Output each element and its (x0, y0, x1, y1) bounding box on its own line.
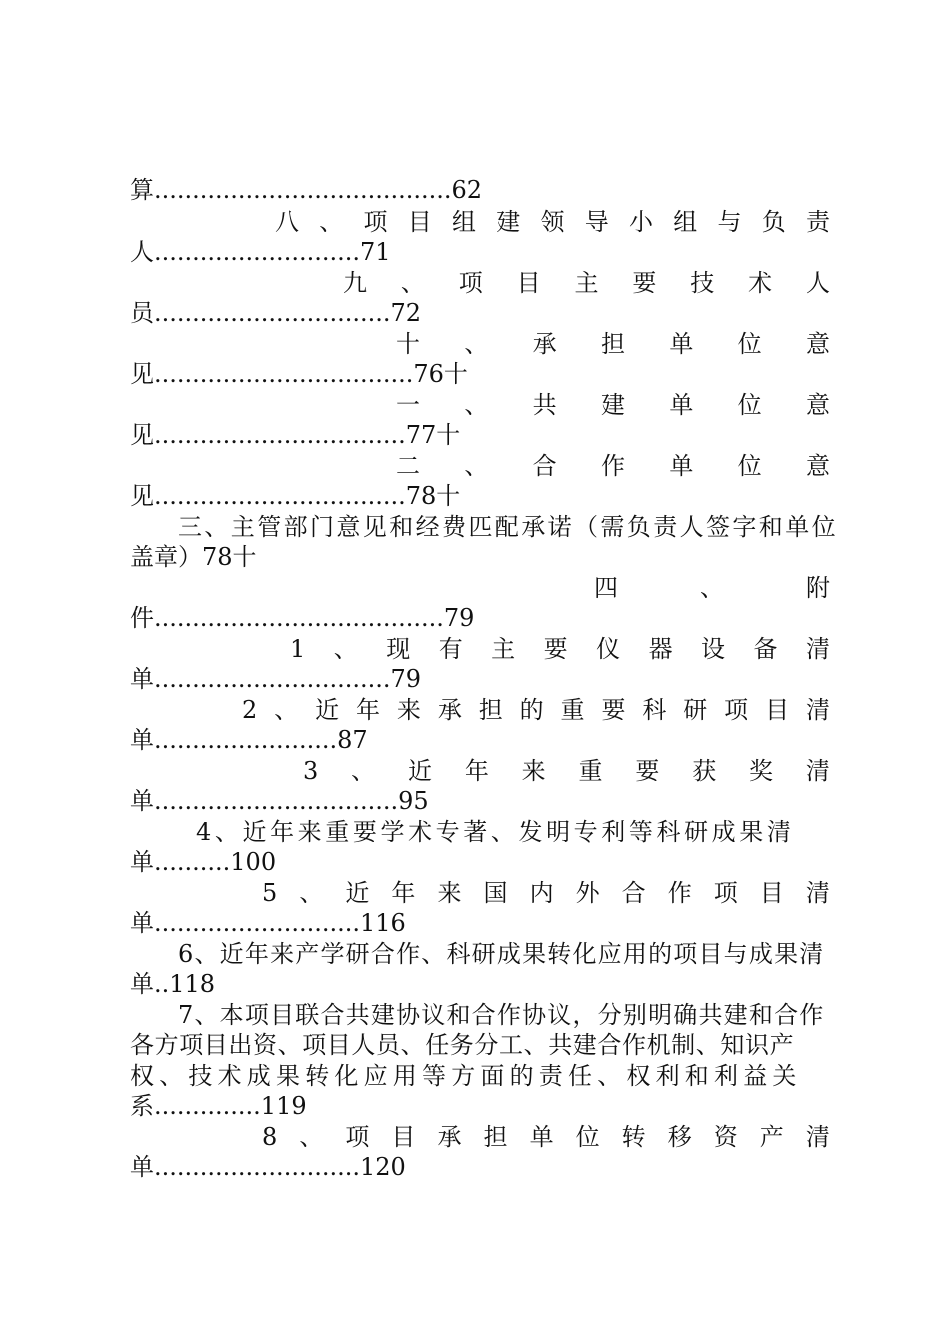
toc-char: 、 (700, 574, 724, 602)
toc-line: 4、近年来重要学术专著、发明专利等科研成果清 (196, 818, 795, 846)
toc-char: 术 (748, 269, 773, 297)
toc-char: 移 (667, 1123, 692, 1151)
toc-char: 要 (632, 269, 657, 297)
toc-char: 重 (578, 757, 603, 785)
toc-char: 四 (594, 574, 618, 602)
toc-char: 清 (805, 635, 830, 663)
toc-char: 目 (391, 1123, 416, 1151)
toc-char: 建 (600, 391, 625, 419)
toc-char: 、 (299, 1123, 324, 1151)
toc-char: 共 (532, 391, 557, 419)
toc-char: 目 (765, 696, 790, 724)
toc-char: 、 (299, 879, 324, 907)
toc-char: 作 (667, 879, 692, 907)
toc-line: 6、近年来产学研合作、科研成果转化应用的项目与成果清 (178, 940, 825, 968)
toc-char: 小 (629, 208, 653, 236)
toc-char: 项 (724, 696, 749, 724)
toc-heading-line (594, 573, 830, 603)
toc-char: 、 (274, 696, 299, 724)
toc-char: 目 (759, 879, 784, 907)
toc-char: 、 (464, 330, 489, 358)
toc-char: 器 (648, 635, 673, 663)
toc-char: 意 (805, 452, 830, 480)
toc-char: 承 (437, 1123, 462, 1151)
toc-heading-line (396, 329, 830, 359)
toc-char: 项 (713, 879, 738, 907)
toc-char: 、 (464, 391, 489, 419)
toc-heading-line (396, 390, 830, 420)
toc-line: 盖章）78十 (130, 543, 257, 571)
toc-char: 设 (701, 635, 726, 663)
toc-char: 重 (560, 696, 585, 724)
toc-char: 的 (519, 696, 544, 724)
toc-char: 近 (315, 696, 340, 724)
toc-char: 清 (805, 879, 830, 907)
toc-item-line (242, 695, 830, 725)
toc-char: 项 (363, 208, 388, 236)
toc-char: 项 (458, 269, 483, 297)
toc-char: 承 (437, 696, 462, 724)
toc-char: 负 (761, 208, 786, 236)
toc-line: 算.......................................62 (130, 176, 483, 204)
toc-char: 备 (753, 635, 778, 663)
toc-char: 作 (600, 452, 625, 480)
toc-char: 单 (669, 391, 694, 419)
toc-char: 要 (635, 757, 660, 785)
toc-char: 二 (396, 452, 420, 480)
toc-item-line (303, 756, 830, 786)
toc-char: 建 (496, 208, 521, 236)
toc-char: 要 (543, 635, 568, 663)
toc-char: 外 (575, 879, 600, 907)
toc-char: 责 (806, 208, 830, 236)
toc-char: 近 (345, 879, 370, 907)
toc-char: 2 (242, 696, 258, 724)
toc-char: 年 (356, 696, 380, 724)
toc-char: 位 (575, 1123, 600, 1151)
toc-char: 附 (806, 574, 830, 602)
toc-char: 位 (737, 452, 762, 480)
toc-char: 单 (669, 330, 694, 358)
toc-item-line (262, 1122, 830, 1152)
toc-line: 见.................................78十 (130, 482, 461, 510)
toc-char: 导 (584, 208, 609, 236)
toc-item-line (262, 878, 830, 908)
toc-line: 见..................................76十 (130, 360, 468, 388)
toc-char: 研 (683, 696, 708, 724)
toc-char: 奖 (749, 757, 774, 785)
toc-char: 意 (805, 330, 830, 358)
toc-char: 近 (407, 757, 432, 785)
toc-line: 权、技术成果转化应用等方面的责任、权利和利益关 (130, 1062, 802, 1090)
toc-line: 人...........................71 (130, 238, 391, 266)
toc-char: 承 (532, 330, 557, 358)
toc-char: 项 (345, 1123, 370, 1151)
toc-line: 员...............................72 (130, 299, 422, 327)
toc-line: 件......................................79 (130, 604, 475, 632)
toc-char: 位 (737, 391, 762, 419)
toc-line: 见.................................77十 (130, 421, 461, 449)
toc-line: 系..............119 (130, 1092, 307, 1120)
toc-char: 内 (529, 879, 554, 907)
toc-char: 来 (396, 696, 421, 724)
toc-heading-line (396, 451, 830, 481)
toc-char: 领 (540, 208, 565, 236)
toc-char: 目 (407, 208, 432, 236)
toc-char: 要 (601, 696, 626, 724)
toc-char: 八 (275, 208, 299, 236)
toc-char: 目 (516, 269, 541, 297)
toc-char: 主 (574, 269, 599, 297)
toc-char: 、 (400, 269, 425, 297)
toc-char: 技 (690, 269, 715, 297)
toc-char: 清 (805, 1123, 830, 1151)
toc-char: 仪 (596, 635, 621, 663)
toc-char: 组 (452, 208, 476, 236)
toc-char: 、 (319, 208, 344, 236)
toc-char: 、 (351, 757, 376, 785)
toc-char: 、 (464, 452, 489, 480)
toc-heading-line (275, 207, 830, 237)
toc-line: 三、主管部门意见和经费匹配承诺（需负责人签字和单位 (178, 513, 838, 541)
toc-line: 单...........................120 (130, 1153, 406, 1181)
toc-char: 组 (673, 208, 698, 236)
toc-char: 合 (621, 879, 646, 907)
toc-line: 各方项目出资、项目人员、任务分工、共建合作机制、知识产 (130, 1031, 795, 1059)
toc-char: 单 (529, 1123, 554, 1151)
toc-char: 与 (717, 208, 742, 236)
toc-line: 单........................87 (130, 726, 368, 754)
toc-item-line (290, 634, 830, 664)
toc-char: 意 (805, 391, 830, 419)
toc-char: 清 (805, 696, 830, 724)
toc-char: 九 (343, 269, 367, 297)
toc-char: 来 (437, 879, 462, 907)
toc-char: 年 (391, 879, 416, 907)
toc-char: 担 (483, 1123, 508, 1151)
toc-char: 获 (692, 757, 717, 785)
toc-char: 资 (713, 1123, 738, 1151)
toc-char: 位 (737, 330, 762, 358)
toc-char: 担 (600, 330, 625, 358)
toc-char: 来 (521, 757, 546, 785)
toc-line: 单..........100 (130, 848, 277, 876)
toc-char: 国 (483, 879, 508, 907)
toc-char: 年 (464, 757, 489, 785)
toc-char: 产 (759, 1123, 784, 1151)
toc-line: 单...............................79 (130, 665, 422, 693)
toc-char: 清 (805, 757, 830, 785)
toc-line: 7、本项目联合共建协议和合作协议，分别明确共建和合作 (178, 1001, 825, 1029)
toc-char: 8 (262, 1123, 278, 1151)
toc-char: 合 (532, 452, 557, 480)
toc-heading-line (343, 268, 830, 298)
toc-char: 3 (303, 757, 319, 785)
toc-char: 有 (438, 635, 463, 663)
toc-char: 担 (478, 696, 503, 724)
toc-char: 十 (396, 330, 420, 358)
toc-char: 一 (396, 391, 420, 419)
toc-line: 单...........................116 (130, 909, 406, 937)
toc-line: 单..118 (130, 970, 216, 998)
toc-char: 5 (262, 879, 278, 907)
toc-char: 主 (491, 635, 516, 663)
toc-char: 转 (621, 1123, 646, 1151)
toc-char: 1 (290, 635, 306, 663)
toc-char: 科 (642, 696, 667, 724)
toc-char: 、 (333, 635, 358, 663)
toc-char: 现 (386, 635, 411, 663)
toc-line: 单................................95 (130, 787, 429, 815)
toc-char: 单 (669, 452, 694, 480)
toc-char: 人 (806, 269, 830, 297)
